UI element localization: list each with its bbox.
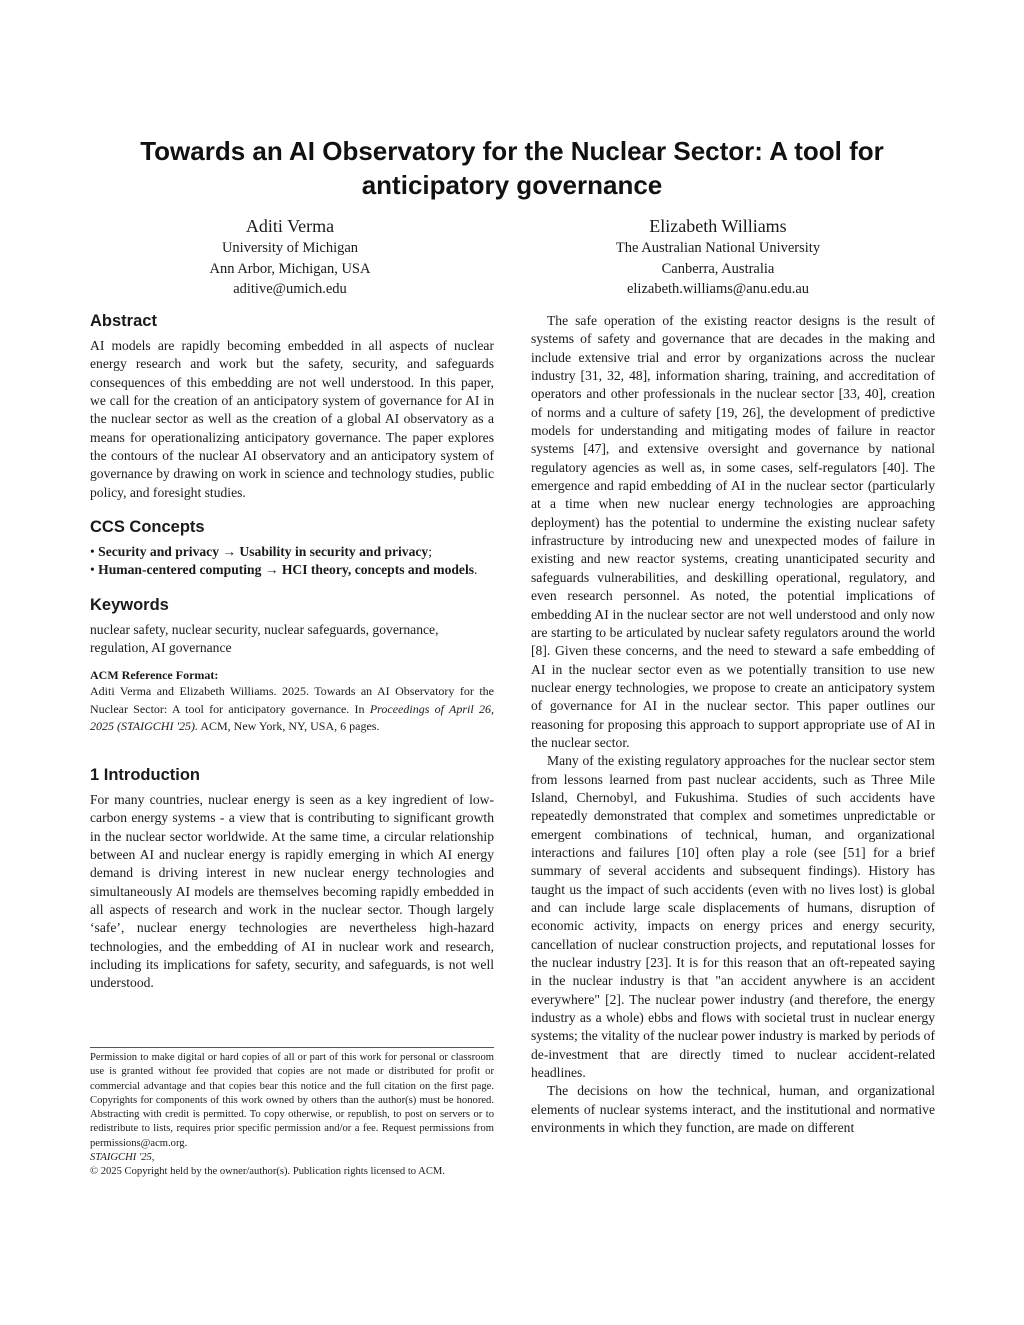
ccs-item: • Security and privacy → Usability in security and privacy; xyxy=(90,544,433,560)
author-location: Ann Arbor, Michigan, USA xyxy=(209,260,371,277)
ccs-heading: CCS Concepts xyxy=(90,518,205,537)
author-email[interactable]: aditive@umich.edu xyxy=(233,281,347,297)
author-block-2 xyxy=(508,214,928,300)
abstract-text: AI models are rapidly becoming embedded in all aspects of nuclear energy research and work but the safety, security, and safeguards consequences of this embedding are not well understood. In this paper, we call for the creation of an anticipatory system of governance for AI in the nuclear sector as well as the creation of a global AI observatory as a means for operationalizing anticipatory governance. The paper explores the contours of the nuclear AI observatory and an anticipatory system of governance by drawing on work in science and technology studies, public policy, and foresight studies. xyxy=(90,338,494,500)
ccs-item: • Human-centered computing → HCI theory, concepts and models. xyxy=(90,562,478,578)
abstract-heading: Abstract xyxy=(90,312,157,330)
author-email[interactable]: elizabeth.williams@anu.edu.au xyxy=(626,281,810,297)
body-paragraph: The decisions on how the technical, human, and organizational elements of nuclear systems interact, and the institutional and normative environments in which they function, are made on different xyxy=(531,1083,935,1136)
paper-title: Towards an AI Observatory for the Nuclear Sector: A tool for anticipatory governance xyxy=(140,136,884,200)
venue: STAIGCHI '25, xyxy=(90,1152,155,1164)
acm-reference-text: Aditi Verma and Elizabeth Williams. 2025. Towards an AI Observatory for the Nuclear Sector: A tool for anticipatory governance. In Proceedings of April 26, 2025 (STAIGCHI '25). ACM, New York, NY, USA, 6 pages. xyxy=(90,684,494,734)
keywords-heading: Keywords xyxy=(90,595,169,614)
permission-text: Permission to make digital or hard copies of all or part of this work for personal or classroom use is granted without fee provided that copies are not made or distributed for profit or commercial advantage and that copies bear this notice and the full citation on the first page. Copyrights for components of this work owned by others than the author(s) must be honored. Abstracting with credit is permitted. To copy otherwise, or republish, to post on servers or to redistribute to lists, requires prior specific permission and/or a fee. Request permissions from permissions@acm.org. xyxy=(90,1052,494,1149)
author-affiliation: The Australian National University xyxy=(615,240,821,256)
arrow-icon: → xyxy=(264,562,279,578)
author-location: Canberra, Australia xyxy=(661,260,775,277)
author-name: Elizabeth Williams xyxy=(649,216,787,236)
arrow-icon: → xyxy=(222,544,237,560)
author-block-1 xyxy=(80,214,500,300)
copyright-line: © 2025 Copyright held by the owner/author(s). Publication rights licensed to ACM. xyxy=(90,1166,445,1178)
copyright-footnote xyxy=(90,1047,494,1180)
introduction-text: For many countries, nuclear energy is seen as a key ingredient of low-carbon energy systems - a view that is contributing to significant growth in the nuclear sector worldwide. At the same time, a circular relationship between AI and nuclear energy is rapidly emerging in which AI energy demand is driving interest in new nuclear energy technologies and simultaneously AI models are themselves becoming rapidly embedded in all aspects of research and work in the nuclear sector. Though largely ‘safe’, nuclear energy technologies are nevertheless high-hazard technologies, and the embedding of AI in nuclear work and research, including its implications for safety, security, and safeguards, is not well understood. xyxy=(90,791,494,991)
author-name: Aditi Verma xyxy=(245,216,335,236)
body-paragraph: Many of the existing regulatory approaches for the nuclear sector stem from lessons learned from past nuclear accidents, such as Three Mile Island, Chernobyl, and Fukushima. Studies of such accidents have repeatedly demonstrated that complex and sometimes unpredictable or emergent combinations of technical, human, and organizational interactions and failures [10] often play a role (see [51] for a brief summary of several accidents and subsequent findings). History has taught us the impact of such accidents (even with no lives lost) is global and can include large scale displacements of humans, disruption of economic activity, impacts on energy prices and energy security, cancellation of nuclear construction projects, and reputational losses for the nuclear industry [23]. It is for this reason that an oft-repeated saying in the nuclear industry is that "an accident anywhere is an accident everywhere" [2]. The nuclear power industry (and therefore, the energy industry as a whole) ebbs and flows with societal trust in nuclear energy systems; the vitality of the nuclear power industry is marked by periods of de-investment that are directly timed to nuclear accident-related headlines. xyxy=(531,753,935,1081)
left-column xyxy=(90,310,494,993)
keywords-text: nuclear safety, nuclear security, nuclear safeguards, governance, regulation, AI governance xyxy=(90,621,439,656)
acm-reference-heading: ACM Reference Format: xyxy=(90,668,219,683)
introduction-heading: 1 Introduction xyxy=(90,765,200,784)
author-affiliation: University of Michigan xyxy=(221,240,359,256)
body-paragraph: The safe operation of the existing reactor designs is the result of systems of safety and governance that are decades in the making and include extensive trial and error by organizations across the nuclear industry [31, 32, 48], information sharing, training, and accreditation of operators and other professionals in the nuclear sector [33, 40], creation of norms and a culture of safety [19, 26], the development of predictive models for understanding and mitigating modes of failure in reactor systems [47], and extensive oversight and governance by national regulatory agencies as well as, in some cases, self-regulators [40]. The emergence and rapid embedding of AI in the nuclear sector (particularly at a time when new nuclear energy technologies are approaching deployment) has the potential to undermine the existing nuclear safety infrastructure by introducing new and unexpected modes of failure in existing and new reactor systems, creating unanticipated security and safeguards vulnerabilities, and deskilling operational, regulatory, and even research personnel. As noted, the potential implications of embedding AI in the nuclear sector are not well understood and only now are starting to be articulated by nuclear safety regulators around the world [8]. Given these concerns, and the need to steward a safe embedding of AI in the nuclear sector even as we potentially transition to use new nuclear energy technologies, we propose to create an anticipatory system of governance for AI in the nuclear sector. This paper outlines our reasoning for proposing this approach to support appropriate use of AI in the nuclear sector. xyxy=(531,313,935,750)
right-column xyxy=(531,312,935,1137)
